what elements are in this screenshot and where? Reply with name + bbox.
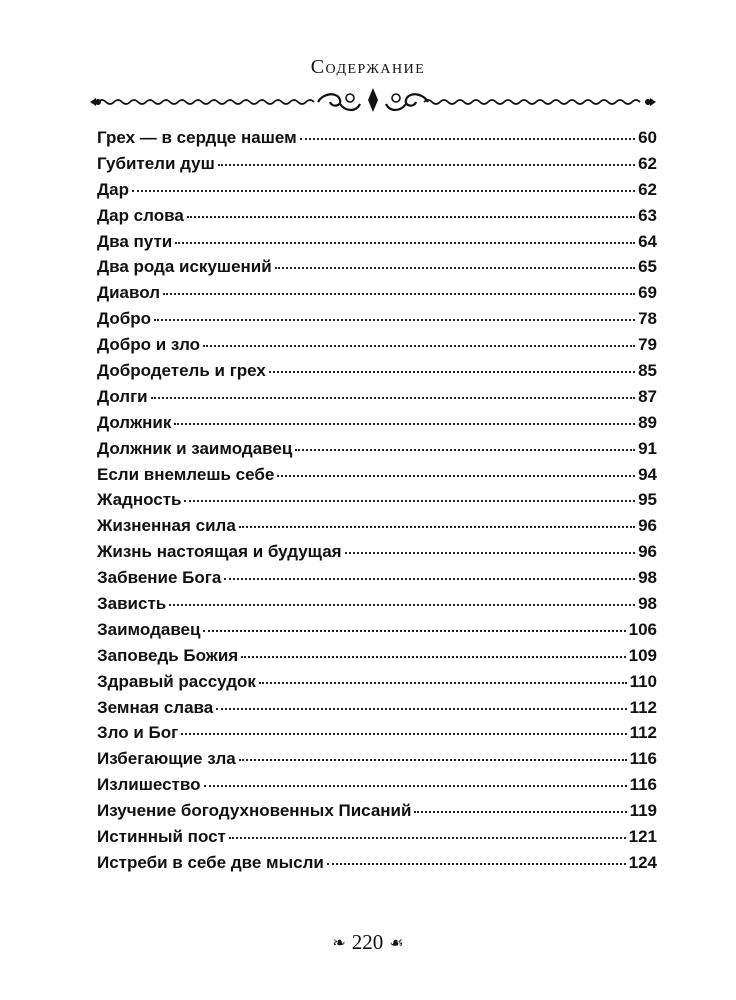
toc-entry [97, 775, 657, 801]
right-ornament-icon: ☙ [389, 934, 404, 952]
toc-entry [97, 413, 657, 439]
toc-leader-dots [275, 267, 635, 269]
toc-leader-dots [300, 138, 635, 140]
toc-entry-page: 89 [638, 412, 657, 432]
toc-entry-page: 64 [638, 231, 657, 251]
toc-leader-dots [175, 242, 635, 244]
toc-leader-dots [154, 319, 635, 321]
toc-entry [97, 801, 657, 827]
toc-entry [97, 283, 657, 309]
toc-entry-title: Должник и заимодавец [97, 438, 293, 458]
toc-entry [97, 827, 657, 853]
toc-entry-title: Дар [97, 179, 129, 199]
toc-leader-dots [241, 656, 625, 658]
toc-entry-page: 98 [638, 594, 657, 614]
toc-entry-title: Истреби в себе две мысли [97, 852, 324, 872]
toc-entry-title: Если внемлешь себе [97, 464, 275, 484]
toc-entry-page: 78 [638, 309, 657, 329]
toc-leader-dots [414, 811, 626, 813]
toc-entry-page: 62 [638, 179, 657, 199]
toc-entry [97, 154, 657, 180]
toc-entry-title: Заимодавец [97, 619, 201, 639]
toc-entry-page: 65 [638, 257, 657, 277]
header-ornament [90, 84, 656, 118]
toc-entry-page: 60 [638, 128, 657, 147]
toc-entry [97, 490, 657, 516]
toc-entry-page: 87 [638, 386, 657, 406]
toc-entry [97, 723, 657, 749]
toc-entry [97, 594, 657, 620]
toc-entry-page: 79 [638, 335, 657, 355]
toc-entry [97, 309, 657, 335]
toc-entry-title: Должник [97, 412, 172, 432]
toc-leader-dots [229, 837, 626, 839]
toc-leader-dots [218, 164, 635, 166]
toc-entry-page: 121 [628, 827, 657, 847]
toc-entry-page: 116 [629, 749, 657, 769]
toc-entry-title: Диавол [97, 283, 161, 303]
toc-entry-title: Здравый рассудок [97, 671, 256, 691]
toc-entry-page: 95 [638, 490, 657, 510]
toc-entry-title: Изучение богодухновенных Писаний [97, 801, 412, 821]
toc-entry-title: Заповедь Божия [97, 645, 239, 665]
toc-entry-title: Земная слава [97, 697, 214, 717]
toc-leader-dots [151, 397, 635, 399]
toc-entry [97, 853, 657, 879]
table-of-contents [97, 128, 657, 879]
toc-leader-dots [187, 216, 635, 218]
toc-leader-dots [184, 500, 635, 502]
toc-leader-dots [259, 682, 627, 684]
toc-leader-dots [169, 604, 635, 606]
toc-entry [97, 749, 657, 775]
page-title: Содержание [310, 56, 426, 78]
toc-entry-title: Избегающие зла [97, 749, 236, 769]
toc-leader-dots [181, 733, 626, 735]
toc-entry-title: Излишество [97, 775, 201, 795]
toc-entry-title: Губители душ [97, 153, 215, 173]
toc-leader-dots [132, 190, 635, 192]
left-ornament-icon: ❧ [332, 934, 346, 952]
toc-leader-dots [345, 552, 636, 554]
toc-leader-dots [239, 526, 635, 528]
toc-leader-dots [163, 293, 635, 295]
toc-entry-title: Забвение Бога [97, 568, 222, 588]
toc-entry [97, 335, 657, 361]
toc-entry-title: Два пути [97, 231, 173, 251]
toc-entry [97, 180, 657, 206]
toc-entry [97, 646, 657, 672]
toc-entry-page: 98 [638, 568, 657, 588]
toc-entry-title: Жизнь настоящая и будущая [97, 542, 342, 562]
toc-entry [97, 620, 657, 646]
toc-leader-dots [174, 423, 635, 425]
toc-entry-title: Истинный пост [97, 827, 226, 847]
toc-entry-page: 106 [628, 619, 657, 639]
page-number-text: 220 [351, 930, 384, 954]
toc-entry-title: Дар слова [97, 205, 184, 225]
toc-entry-title: Жадность [97, 490, 182, 510]
toc-entry-page: 85 [638, 361, 657, 381]
toc-entry [97, 568, 657, 594]
toc-entry-page: 94 [638, 464, 657, 484]
toc-entry [97, 542, 657, 568]
toc-entry-title: Два рода искушений [97, 257, 272, 277]
toc-entry-page: 96 [638, 542, 657, 562]
toc-entry-page: 91 [638, 438, 657, 458]
toc-entry [97, 439, 657, 465]
toc-entry-title: Грех — в сердце нашем [97, 128, 297, 147]
toc-entry [97, 465, 657, 491]
toc-entry-title: Жизненная сила [97, 516, 236, 536]
toc-leader-dots [224, 578, 635, 580]
toc-entry-page: 119 [629, 801, 657, 821]
toc-entry [97, 361, 657, 387]
toc-entry-title: Зло и Бог [97, 723, 179, 743]
toc-entry [97, 128, 657, 154]
toc-entry-page: 112 [629, 697, 657, 717]
toc-leader-dots [239, 759, 627, 761]
toc-entry-page: 62 [638, 153, 657, 173]
toc-entry [97, 698, 657, 724]
toc-entry-page: 63 [638, 205, 657, 225]
toc-leader-dots [203, 345, 635, 347]
toc-entry [97, 257, 657, 283]
toc-leader-dots [277, 475, 635, 477]
toc-leader-dots [204, 785, 627, 787]
page-number [0, 930, 736, 955]
toc-entry [97, 232, 657, 258]
toc-entry [97, 387, 657, 413]
toc-leader-dots [216, 708, 626, 710]
toc-entry [97, 206, 657, 232]
toc-entry-title: Добро [97, 309, 151, 329]
toc-entry [97, 516, 657, 542]
toc-leader-dots [269, 371, 635, 373]
toc-entry-page: 124 [628, 852, 657, 872]
toc-entry-page: 110 [629, 671, 657, 691]
toc-entry-page: 69 [638, 283, 657, 303]
toc-entry-page: 112 [629, 723, 657, 743]
toc-entry-title: Добродетель и грех [97, 361, 266, 381]
toc-entry-title: Долги [97, 386, 148, 406]
toc-entry-page: 116 [629, 775, 657, 795]
toc-entry-title: Зависть [97, 594, 167, 614]
toc-leader-dots [203, 630, 625, 632]
toc-entry-title: Добро и зло [97, 335, 201, 355]
toc-entry [97, 672, 657, 698]
toc-leader-dots [327, 863, 626, 865]
toc-entry-page: 96 [638, 516, 657, 536]
toc-leader-dots [295, 449, 635, 451]
toc-entry-page: 109 [628, 645, 657, 665]
